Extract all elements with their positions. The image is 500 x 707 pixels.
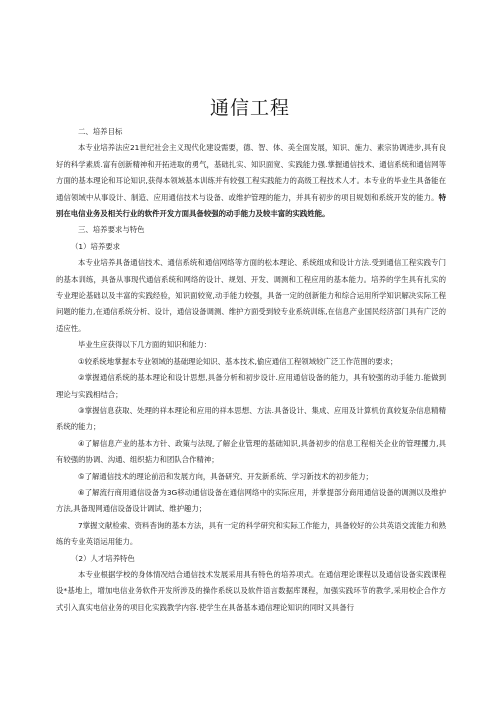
subsection-heading-features: （2）人才培养特色 — [71, 553, 135, 563]
list-item: ①较系统地掌握本专业领域的基础理论知识、基本技术,偷应通信工程领域较广泛工作范围的要求； — [78, 356, 398, 366]
section-heading-requirements: 三、培养要求与特色 — [78, 225, 145, 235]
section-heading-objectives: 二、培养目标 — [78, 127, 123, 136]
document-title: 通信工程 — [209, 97, 290, 119]
document-body — [56, 124, 446, 616]
objectives-paragraph — [56, 140, 446, 222]
subsection-heading-requirements: （1）培养要求 — [71, 241, 121, 251]
list-item: 7掌握文献检索、资料杳询的基本方法，具有一定的科学研究和实际工作能力，具备较好的公共英语交流能力和熟练的专业英语运用能力。 — [56, 520, 446, 547]
list-item: ④了解信息产业的基本方针、政策与法现,了解企业管理的基础知识,具备初步的信息工程相关企业的管理攫力,具有较强的协调、沟通、组织掂力和团队合作精神； — [56, 438, 446, 465]
list-item: ⑥了解流行商用通信设备为3G移动通信设备在通信网络中的实际应用，并掌提部分商用通信设备的调测以及维护方法,具备现网通信设备设计调试、维护趣力； — [56, 487, 446, 514]
features-paragraph: 本专业根据学校的身体情况结合通信技术发展采用具有特色的培养项式。在通信理论课程以及通信设备实践课程设*基地上，增加电信业务软件开发所涉及的操作系统以及软件语言数据库课程，加强实践环节的教学,采用校企合作方式引入真实电信业务的项目化实践教学内容.使学生在具备基本通信理论知识的同时又具备行 — [56, 569, 446, 612]
list-item: ②掌握通信系统的基本理论和设计思想,具备分析和初步设计.应用通信设备的能力，具有较强的动手能力.能做到理论与实践相结合； — [56, 373, 446, 399]
requirements-paragraph: 本专业培养具备通信技术、通信系统和通信网络等方面的松本理论、系统组成和设计方法.受到通信工程实践专门的基本训练，具备从事现代通信系统和网络的设计、规划、开发、调测和工程应用的基本能力。培养的学生具有扎实的专业理论基础以及丰富的实践经验，知识面较宽,动手能力较强，具备一定的创新能力和综合运用所学知识解决实际工程问题的能力,在通信系统分析、设计，通信设备调测、维护方面受到较专业系统训练,在信息产业国民经济部门具有广泛的适应性。 — [56, 258, 446, 333]
abilities-intro: 毕业生应获得以下几方面的知识和能力： — [78, 340, 212, 350]
list-item: ③掌握信息获取、处理的祥本理论和应用的祥本思想、方法.具备设计、集成、应用及计算机仿真较复杂信息精精系统的能力； — [56, 405, 446, 432]
objectives-text: 本专业培养法应21世纪社会主义现代化建设需要，德、智、体、美全面发展，知识、施力、素宗协调进步,具有良好的科学素质.富有创新精神和开拓进取的勇气，基础扎实、知识面宽、实践能力强.掌握通信技术、通信系统和通信网等方面的基本理论和耳论知识,获得本领域基本训练并有较强工程实践能力的高级工程技术人才。本专业的毕业生具备能在通信领域中从事设计、制造、应用通信技术与设备、或维护管理的能力，并具有初步的项目规划和系统开发的能力。 — [56, 143, 446, 202]
objectives-emphasis-text: 特别在电信业务及相关行业的软件开发方面具备较强的动手能力及较丰富的实践姓能。 — [56, 192, 446, 219]
list-item: ⑤了解通信技术的理论前沿和发展方向，具备研究、开发新系统、学习新技术的初步能力； — [78, 471, 373, 481]
